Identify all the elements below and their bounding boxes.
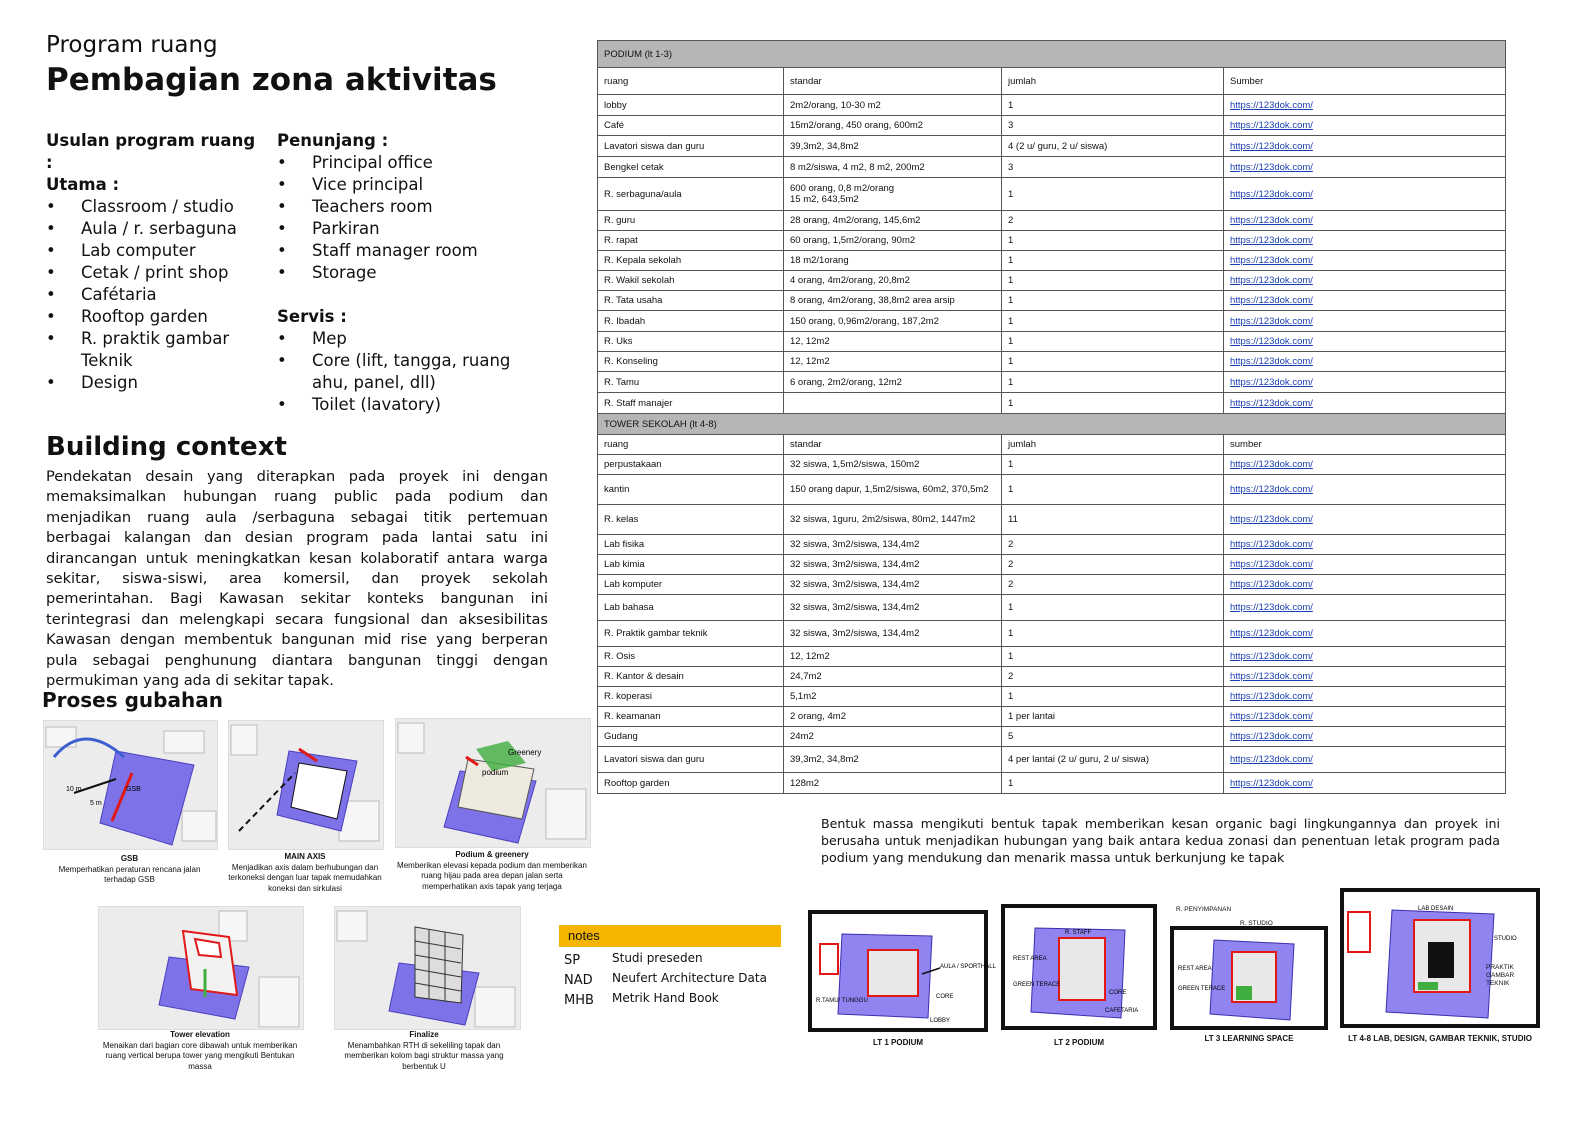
source-cell: [1224, 505, 1506, 535]
servis-heading: Servis :: [277, 307, 347, 326]
finalize-title: Finalize: [409, 1030, 439, 1039]
source-link[interactable]: https://123dok.com/: [1230, 559, 1313, 570]
source-cell: [1224, 707, 1506, 727]
plan3-label-penyimpanan: R. PENYIMPANAN: [1176, 906, 1232, 913]
standard-cell: 12, 12m2: [784, 332, 1002, 352]
room-cell: Lab bahasa: [598, 595, 784, 621]
quantity-cell: 1: [1002, 95, 1224, 116]
standard-cell: 8 orang, 4m2/orang, 38,8m2 area arsip: [784, 291, 1002, 311]
source-cell: [1224, 157, 1506, 178]
source-cell: [1224, 595, 1506, 621]
plan-lt1-caption: LT 1 PODIUM: [872, 1038, 924, 1047]
table-row: [598, 647, 1506, 667]
table-column-header: standar: [784, 435, 1002, 455]
room-cell: Lab kimia: [598, 555, 784, 575]
source-cell: [1224, 621, 1506, 647]
source-link[interactable]: https://123dok.com/: [1230, 539, 1313, 550]
utama-list-block: [46, 130, 266, 394]
source-cell: [1224, 95, 1506, 116]
table-row: [598, 393, 1506, 414]
plan2-label-staff: R. STAFF: [1065, 930, 1092, 936]
source-cell: [1224, 271, 1506, 291]
main-axis-diagram: [228, 720, 384, 850]
servis-list: [277, 328, 517, 416]
table-row: [598, 707, 1506, 727]
source-cell: [1224, 393, 1506, 414]
podium-title: Podium & greenery: [455, 850, 529, 859]
utama-list-item: • Cetak / print shop: [46, 262, 266, 284]
room-cell: kantin: [598, 475, 784, 505]
standard-cell: 6 orang, 2m2/orang, 12m2: [784, 372, 1002, 393]
source-cell: [1224, 475, 1506, 505]
table-row: [598, 352, 1506, 372]
standard-cell: 24m2: [784, 727, 1002, 747]
source-link[interactable]: https://123dok.com/: [1230, 336, 1313, 347]
main-axis-text: Menjadikan axis dalam berhubungan dan terkoneksi dengan luar tapak memudahkan koneksi dan sirkulasi: [228, 862, 382, 893]
source-cell: [1224, 332, 1506, 352]
servis-list-item: • Mep: [277, 328, 517, 350]
space-program-table: [597, 40, 1506, 794]
table-row: [598, 332, 1506, 352]
plan3-label-rest: REST AREA: [1178, 966, 1212, 972]
source-cell: [1224, 136, 1506, 157]
source-cell: [1224, 747, 1506, 773]
source-cell: [1224, 727, 1506, 747]
servis-list-item: • Toilet (lavatory): [277, 394, 517, 416]
standard-cell: 2 orang, 4m2: [784, 707, 1002, 727]
source-cell: [1224, 647, 1506, 667]
source-link[interactable]: https://123dok.com/: [1230, 777, 1313, 789]
room-cell: Gudang: [598, 727, 784, 747]
plan3-label-studio: R. STUDIO: [1240, 920, 1273, 927]
source-cell: [1224, 251, 1506, 271]
source-cell: [1224, 311, 1506, 332]
source-link[interactable]: https://123dok.com/: [1230, 295, 1313, 306]
quantity-cell: 2: [1002, 535, 1224, 555]
quantity-cell: 1: [1002, 773, 1224, 794]
room-cell: Café: [598, 116, 784, 136]
finalize-caption: [329, 1030, 519, 1072]
table-row: [598, 555, 1506, 575]
room-cell: R. serbaguna/aula: [598, 178, 784, 211]
source-link[interactable]: https://123dok.com/: [1230, 514, 1313, 525]
plan-lt3: [1170, 926, 1328, 1030]
penunjang-list: [277, 152, 517, 284]
standard-cell: 24,7m2: [784, 667, 1002, 687]
standard-cell: 32 siswa, 1,5m2/siswa, 150m2: [784, 455, 1002, 475]
quantity-cell: 1: [1002, 687, 1224, 707]
source-cell: [1224, 555, 1506, 575]
main-axis-title: MAIN AXIS: [284, 852, 326, 861]
gsb-label-5m: 5 m: [90, 800, 102, 807]
source-cell: [1224, 687, 1506, 707]
room-cell: R. Konseling: [598, 352, 784, 372]
table-column-header: jumlah: [1002, 68, 1224, 95]
standard-cell: 18 m2/1orang: [784, 251, 1002, 271]
source-link[interactable]: https://123dok.com/: [1230, 602, 1313, 613]
utama-list-item: • Design: [46, 372, 266, 394]
main-axis-caption: [218, 852, 392, 894]
table-row: [598, 211, 1506, 231]
source-cell: [1224, 231, 1506, 251]
table-row: [598, 475, 1506, 505]
standard-cell: 32 siswa, 1guru, 2m2/siswa, 80m2, 1447m2: [784, 505, 1002, 535]
plan2-label-green: GREEN TERACE: [1013, 982, 1061, 988]
utama-list-item: • Classroom / studio: [46, 196, 266, 218]
standard-cell: 600 orang, 0,8 m2/orang 15 m2, 643,5m2: [784, 178, 1002, 211]
quantity-cell: 1: [1002, 231, 1224, 251]
room-cell: Lavatori siswa dan guru: [598, 747, 784, 773]
plan4-label-praktik: PRAKTIK GAMBAR TEKNIK: [1486, 964, 1515, 987]
table-row: [598, 95, 1506, 116]
podium-label: podium: [482, 768, 509, 777]
plan-lt4-8-caption: LT 4-8 LAB, DESIGN, GAMBAR TEKNIK, STUDIO: [1348, 1034, 1532, 1043]
room-cell: R. Staff manajer: [598, 393, 784, 414]
room-cell: R. Uks: [598, 332, 784, 352]
table-row: [598, 372, 1506, 393]
note-desc: Studi preseden: [612, 951, 703, 965]
plan-lt1: [808, 910, 996, 1032]
source-cell: [1224, 178, 1506, 211]
standard-cell: 12, 12m2: [784, 647, 1002, 667]
room-cell: R. koperasi: [598, 687, 784, 707]
quantity-cell: 1: [1002, 251, 1224, 271]
quantity-cell: 5: [1002, 727, 1224, 747]
plan1-label-core: CORE: [936, 994, 954, 1000]
room-cell: R. Praktik gambar teknik: [598, 621, 784, 647]
tower-header-row-cell: TOWER SEKOLAH (lt 4-8): [598, 414, 1506, 435]
plan3-label-green: GREEN TERACE: [1178, 986, 1226, 992]
quantity-cell: 1: [1002, 291, 1224, 311]
context-heading: Building context: [46, 432, 287, 462]
tower-header-row: [598, 414, 1506, 435]
standard-cell: 39,3m2, 34,8m2: [784, 136, 1002, 157]
podium-column-header-row: [598, 68, 1506, 95]
table-row: [598, 505, 1506, 535]
room-cell: Bengkel cetak: [598, 157, 784, 178]
table-row: [598, 231, 1506, 251]
utama-list: [46, 196, 266, 394]
table-row: [598, 687, 1506, 707]
table-row: [598, 251, 1506, 271]
table-row: [598, 136, 1506, 157]
standard-cell: 150 orang, 0,96m2/orang, 187,2m2: [784, 311, 1002, 332]
room-cell: Lavatori siswa dan guru: [598, 136, 784, 157]
quantity-cell: 1: [1002, 621, 1224, 647]
tower-title: Tower elevation: [170, 1030, 230, 1039]
quantity-cell: 1: [1002, 647, 1224, 667]
tower-caption: [98, 1030, 302, 1072]
utama-list-item: • R. praktik gambar Teknik: [46, 328, 266, 372]
room-cell: Rooftop garden: [598, 773, 784, 794]
tower-column-header-row: [598, 435, 1506, 455]
context-paragraph: Pendekatan desain yang diterapkan pada proyek ini dengan memaksimalkan hubungan ruang public pada podium dan menjadikan ruang aula /serbaguna sebagai titik pertemuan berbagai kalangan dan desian program pada lantai satu ini dirancangan untuk meningkatkan kesan kolaboratif antara warga sekitar, siswa-siswi, area komersil, dan proyek sekolah pemerintahan. Bagi Kawasan sekitar konteks bangunan ini terintegrasi dan melengkapi secara fungsional dan aksesibilitas Kawasan dengan membentuk bangunan mid rise yang berperan pula sebagai penghunung diantara bangunan tinggi dengan permukiman yang ada di sekitar tapak.: [46, 468, 548, 690]
source-link[interactable]: https://123dok.com/: [1230, 671, 1313, 682]
source-link[interactable]: https://123dok.com/: [1230, 275, 1313, 286]
quantity-cell: 1: [1002, 455, 1224, 475]
quantity-cell: 1: [1002, 332, 1224, 352]
room-cell: perpustakaan: [598, 455, 784, 475]
source-link[interactable]: https://123dok.com/: [1230, 651, 1313, 662]
source-link[interactable]: https://123dok.com/: [1230, 140, 1313, 152]
room-cell: R. Ibadah: [598, 311, 784, 332]
finalize-diagram: [334, 906, 521, 1030]
standard-cell: 32 siswa, 3m2/siswa, 134,4m2: [784, 535, 1002, 555]
tower-text: Menaikan dari bagian core dibawah untuk memberikan ruang vertical berupa tower yang mengikuti Bentukan massa: [102, 1040, 298, 1071]
podium-header-row: [598, 41, 1506, 68]
room-cell: R. kelas: [598, 505, 784, 535]
table-row: [598, 455, 1506, 475]
source-link[interactable]: https://123dok.com/: [1230, 459, 1313, 470]
quantity-cell: 1: [1002, 311, 1224, 332]
source-cell: [1224, 667, 1506, 687]
room-cell: lobby: [598, 95, 784, 116]
notes-header: notes: [559, 925, 781, 947]
note-desc: Neufert Architecture Data: [612, 971, 767, 985]
source-link[interactable]: https://123dok.com/: [1230, 99, 1313, 111]
table-row: [598, 773, 1506, 794]
source-link[interactable]: https://123dok.com/: [1230, 188, 1313, 200]
standard-cell: 150 orang dapur, 1,5m2/siswa, 60m2, 370,5m2: [784, 475, 1002, 505]
table-row: [598, 271, 1506, 291]
source-cell: [1224, 372, 1506, 393]
standard-cell: 32 siswa, 3m2/siswa, 134,4m2: [784, 621, 1002, 647]
note-desc: Metrik Hand Book: [612, 991, 719, 1005]
standard-cell: 8 m2/siswa, 4 m2, 8 m2, 200m2: [784, 157, 1002, 178]
standard-cell: [784, 393, 1002, 414]
standard-cell: 4 orang, 4m2/orang, 20,8m2: [784, 271, 1002, 291]
room-cell: R. rapat: [598, 231, 784, 251]
source-link[interactable]: https://123dok.com/: [1230, 579, 1313, 590]
plan4-label-studio: STUDIO: [1494, 936, 1517, 942]
source-link[interactable]: https://123dok.com/: [1230, 356, 1313, 367]
plan-lt4-8: [1340, 888, 1540, 1028]
plan1-label-aula: AULA / SPORTHALL: [940, 964, 996, 970]
room-cell: Lab fisika: [598, 535, 784, 555]
source-cell: [1224, 211, 1506, 231]
gsb-text: Memperhatikan peraturan rencana jalan terhadap GSB: [58, 864, 201, 884]
page-subtitle: Program ruang: [46, 32, 218, 58]
source-link[interactable]: https://123dok.com/: [1230, 235, 1313, 246]
table-row: [598, 157, 1506, 178]
penunjang-list-item: • Principal office: [277, 152, 517, 174]
gsb-caption: [43, 854, 216, 886]
note-abbr: MHB: [564, 993, 594, 1008]
tower-diagram: [98, 906, 304, 1030]
plan-lt2-caption: LT 2 PODIUM: [1053, 1038, 1105, 1047]
proses-heading: Proses gubahan: [42, 688, 223, 712]
room-cell: R. Osis: [598, 647, 784, 667]
quantity-cell: 2: [1002, 211, 1224, 231]
table-row: [598, 747, 1506, 773]
source-cell: [1224, 352, 1506, 372]
plan-lt3-caption: LT 3 LEARNING SPACE: [1204, 1034, 1294, 1043]
podium-text: Memberikan elevasi kepada podium dan memberikan ruang hijau pada area depan jalan serta memperhatikan axis tapak yang terjaga: [397, 860, 587, 891]
standard-cell: 60 orang, 1,5m2/orang, 90m2: [784, 231, 1002, 251]
table-row: [598, 311, 1506, 332]
quantity-cell: 1: [1002, 475, 1224, 505]
utama-heading: Utama :: [46, 175, 120, 194]
finalize-text: Menambahkan RTH di sekeliling tapak dan memberikan kolom bagi struktur massa yang berbentuk U: [344, 1040, 504, 1071]
source-link[interactable]: https://123dok.com/: [1230, 215, 1313, 226]
gsb-title: GSB: [120, 854, 139, 863]
plan2-label-cafe: CAFETARIA: [1105, 1008, 1139, 1014]
penunjang-list-item: • Vice principal: [277, 174, 517, 196]
source-cell: [1224, 455, 1506, 475]
utama-list-item: • Aula / r. serbaguna: [46, 218, 266, 240]
source-cell: [1224, 773, 1506, 794]
quantity-cell: 1 per lantai: [1002, 707, 1224, 727]
note-abbr: SP: [564, 953, 581, 968]
plan2-label-core: CORE: [1109, 990, 1127, 996]
table-column-header: standar: [784, 68, 1002, 95]
source-link[interactable]: https://123dok.com/: [1230, 484, 1313, 495]
table-row: [598, 667, 1506, 687]
plan2-label-rest: REST AREA: [1013, 956, 1047, 962]
table-column-header: jumlah: [1002, 435, 1224, 455]
table-column-header: Sumber: [1224, 68, 1506, 95]
room-cell: R. Tamu: [598, 372, 784, 393]
utama-list-item: • Lab computer: [46, 240, 266, 262]
standard-cell: 12, 12m2: [784, 352, 1002, 372]
penunjang-heading: Penunjang :: [277, 131, 389, 150]
quantity-cell: 4 (2 u/ guru, 2 u/ siswa): [1002, 136, 1224, 157]
table-row: [598, 575, 1506, 595]
quantity-cell: 1: [1002, 271, 1224, 291]
gsb-label-10m: 10 m: [66, 786, 82, 793]
source-link[interactable]: https://123dok.com/: [1230, 376, 1313, 388]
quantity-cell: 1: [1002, 595, 1224, 621]
table-row: [598, 291, 1506, 311]
plan1-label-tamu: R.TAMU/ TUNGGU: [816, 998, 868, 1004]
room-cell: R. Kantor & desain: [598, 667, 784, 687]
massing-note: Bentuk massa mengikuti bentuk tapak memberikan kesan organic bagi lingkungannya dan proyek ini berusaha untuk menjadikan hubungan yang baik antara kedua zonasi dan penentuan letak program pada podium yang mendukung dan menarik massa untuk berkunjung ke tapak: [821, 816, 1500, 865]
penunjang-list-item: • Teachers room: [277, 196, 517, 218]
table-row: [598, 727, 1506, 747]
standard-cell: 32 siswa, 3m2/siswa, 134,4m2: [784, 555, 1002, 575]
table-column-header: ruang: [598, 435, 784, 455]
space-program-table-wrap: [597, 40, 1506, 794]
standard-cell: 128m2: [784, 773, 1002, 794]
source-link[interactable]: https://123dok.com/: [1230, 397, 1313, 409]
source-link[interactable]: https://123dok.com/: [1230, 120, 1313, 131]
note-abbr: NAD: [564, 973, 593, 988]
standard-cell: 32 siswa, 3m2/siswa, 134,4m2: [784, 575, 1002, 595]
page-title: Pembagian zona aktivitas: [46, 62, 497, 98]
standard-cell: 28 orang, 4m2/orang, 145,6m2: [784, 211, 1002, 231]
podium-header-row-cell: PODIUM (lt 1-3): [598, 41, 1506, 68]
podium-caption: [395, 850, 589, 892]
standard-cell: 2m2/orang, 10-30 m2: [784, 95, 1002, 116]
plan1-label-lobby: LOBBY: [930, 1018, 951, 1024]
table-column-header: ruang: [598, 68, 784, 95]
utama-list-item: • Rooftop garden: [46, 306, 266, 328]
quantity-cell: 3: [1002, 157, 1224, 178]
standard-cell: 39,3m2, 34,8m2: [784, 747, 1002, 773]
table-row: [598, 621, 1506, 647]
greenery-label: Greenery: [508, 748, 542, 757]
standard-cell: 32 siswa, 3m2/siswa, 134,4m2: [784, 595, 1002, 621]
penunjang-list-item: • Staff manager room: [277, 240, 517, 262]
penunjang-list-item: • Parkiran: [277, 218, 517, 240]
table-row: [598, 595, 1506, 621]
source-link[interactable]: https://123dok.com/: [1230, 731, 1313, 742]
source-link[interactable]: https://123dok.com/: [1230, 255, 1313, 266]
source-cell: [1224, 535, 1506, 555]
quantity-cell: 4 per lantai (2 u/ guru, 2 u/ siswa): [1002, 747, 1224, 773]
usulan-heading: Usulan program ruang :: [46, 131, 256, 172]
plan-lt2: [1001, 904, 1157, 1030]
table-column-header: sumber: [1224, 435, 1506, 455]
room-cell: R. guru: [598, 211, 784, 231]
table-row: [598, 535, 1506, 555]
quantity-cell: 2: [1002, 667, 1224, 687]
room-cell: R. Tata usaha: [598, 291, 784, 311]
quantity-cell: 1: [1002, 372, 1224, 393]
source-cell: [1224, 116, 1506, 136]
source-link[interactable]: https://123dok.com/: [1230, 711, 1313, 722]
gsb-label-gsb: GSB: [126, 786, 141, 793]
penunjang-list-block: [277, 130, 517, 416]
servis-list-item: • Core (lift, tangga, ruang ahu, panel, dll): [277, 350, 517, 394]
table-row: [598, 116, 1506, 136]
quantity-cell: 2: [1002, 555, 1224, 575]
quantity-cell: 1: [1002, 352, 1224, 372]
quantity-cell: 2: [1002, 575, 1224, 595]
standard-cell: 15m2/orang, 450 orang, 600m2: [784, 116, 1002, 136]
room-cell: R. Wakil sekolah: [598, 271, 784, 291]
source-link[interactable]: https://123dok.com/: [1230, 691, 1313, 702]
gsb-diagram: [43, 720, 218, 850]
room-cell: R. keamanan: [598, 707, 784, 727]
room-cell: R. Kepala sekolah: [598, 251, 784, 271]
source-link[interactable]: https://123dok.com/: [1230, 315, 1313, 327]
room-cell: Lab komputer: [598, 575, 784, 595]
source-cell: [1224, 575, 1506, 595]
quantity-cell: 11: [1002, 505, 1224, 535]
source-link[interactable]: https://123dok.com/: [1230, 628, 1313, 639]
quantity-cell: 3: [1002, 116, 1224, 136]
source-link[interactable]: https://123dok.com/: [1230, 161, 1313, 173]
plan4-label-lab: LAB DESAIN: [1418, 906, 1454, 912]
quantity-cell: 1: [1002, 393, 1224, 414]
penunjang-list-item: • Storage: [277, 262, 517, 284]
standard-cell: 5,1m2: [784, 687, 1002, 707]
podium-diagram: [395, 718, 591, 848]
utama-list-item: • Cafétaria: [46, 284, 266, 306]
source-link[interactable]: https://123dok.com/: [1230, 754, 1313, 765]
quantity-cell: 1: [1002, 178, 1224, 211]
source-cell: [1224, 291, 1506, 311]
table-row: [598, 178, 1506, 211]
